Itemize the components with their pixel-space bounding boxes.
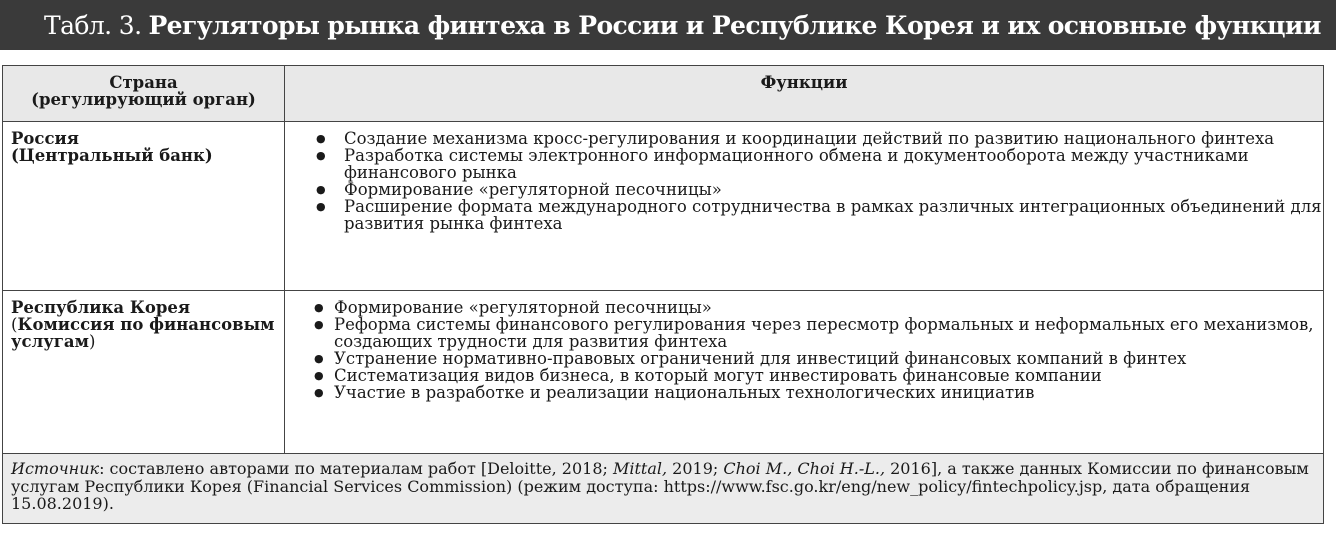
table-row-russia [3,122,1324,291]
source-text: : составлено авторами по материалам работ [Deloitte, 2018; [99,459,613,478]
source-note [3,454,1324,524]
table-row-korea [3,291,1324,454]
source-text: 2016], а также данных Комиссии по финансовым услугам Республики Корея (Financial Services Commission) (режим доступа: https://www.fsc.go.kr/eng/new_policy/fintechpolicy.jsp, дата обращения 15.08.2019). [11,459,1309,513]
country-name: Россия [11,129,79,148]
list-item: ● Создание механизма кросс-регулирования и координации действий по развитию национального финтеха [286,130,1322,147]
header-functions: Функции [285,66,1324,122]
table-number: Табл. 3. [44,10,142,40]
source-label: Источник [11,459,100,478]
regulators-table [2,65,1324,524]
functions-cell-russia [285,122,1324,291]
paren-close: ) [88,332,96,351]
regulator-name-wrapper [11,316,278,350]
table-title: Регуляторы рынка финтеха в России и Республике Корея и их основные функции [148,10,1321,40]
list-item: ● Расширение формата международного сотрудничества в рамках различных интеграционных объединений для развития рынка финтеха [286,198,1322,232]
country-name: Республика Корея [11,298,191,317]
list-item: ● Разработка системы электронного информационного обмена и документооборота между участниками финансового рынка [286,147,1322,181]
source-text: 2019; [667,459,724,478]
header-country [3,66,285,122]
list-item: ● Систематизация видов бизнеса, в который могут инвестировать финансовые компании [286,367,1322,384]
regulator-name: Комиссия по финансовым услугам [11,315,275,351]
paren-open: ( [11,315,18,334]
list-item: ● Устранение нормативно-правовых ограничений для инвестиций финансовых компаний в финтех [286,350,1322,367]
list-item: ● Формирование «регуляторной песочницы» [286,299,1322,316]
list-item: ● Формирование «регуляторной песочницы» [286,181,1322,198]
country-cell-korea [3,291,285,454]
list-item: ● Участие в разработке и реализации национальных технологических инициатив [286,384,1322,401]
source-author: Mittal, [612,459,668,478]
source-author: Choi M., Choi H.-L., [723,459,886,478]
table-title-bar [0,0,1336,50]
functions-list [286,130,1322,232]
list-item: ● Реформа системы финансового регулирования через пересмотр формальных и неформальных его механизмов, создающих трудности для развития финтеха [286,316,1322,350]
header-row [3,66,1324,122]
header-country-line2: (регулирующий орган) [31,90,256,109]
source-row [3,454,1324,524]
header-country-line1: Страна [109,73,178,92]
country-cell-russia [3,122,285,291]
functions-cell-korea [285,291,1324,454]
regulator-name: (Центральный банк) [11,146,213,165]
functions-list [286,299,1322,401]
